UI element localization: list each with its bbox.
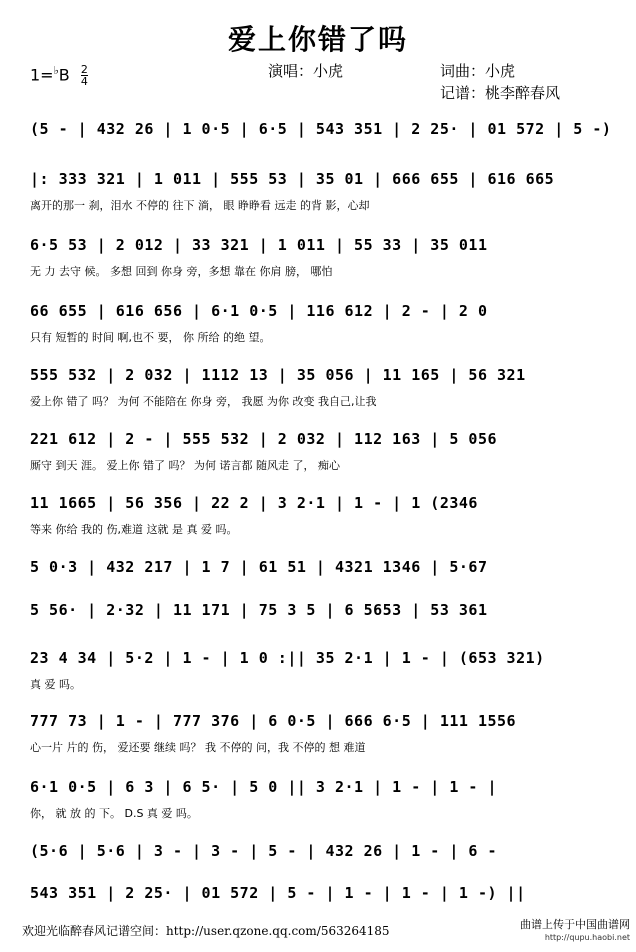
song-title: 爱上你错了吗	[227, 23, 408, 56]
site-credit-url: http://qupu.haobi.net	[544, 933, 630, 942]
score-line-10: 23 4 34 | 5·2 | 1 - | 1 0 :|| 35 2·1 | 1 - | (653 321)	[30, 649, 545, 667]
score-line-14: 543 351 | 2 25· | 01 572 | 5 - | 1 - | 1 - | 1 -) ||	[30, 884, 526, 902]
lyric-line-11: 心一片 片的 伤， 爱还要 继续 吗？ 我 不停的 问，我 不停的 想 难道	[30, 741, 366, 754]
score-line-2: |: 333 321 | 1 011 | 555 53 | 35 01 | 666 655 | 616 665	[30, 170, 555, 188]
time-signature-top: 2	[80, 63, 88, 77]
time-signature	[81, 64, 88, 87]
site-credit-title: 曲谱上传于中国曲谱网	[520, 918, 630, 931]
score-line-4: 66 655 | 616 656 | 6·1 0·5 | 116 612 | 2 - | 2 0	[30, 302, 488, 320]
footer-link-text: 欢迎光临醉春风记谱空间：http://user.qzone.qq.com/563264185	[22, 924, 390, 938]
score-line-7: 11 1665 | 56 356 | 22 2 | 3 2·1 | 1 - | 1 (2346	[30, 494, 478, 512]
score-line-11: 777 73 | 1 - | 777 376 | 6 0·5 | 666 6·5 | 111 1556	[30, 712, 517, 730]
singer-credit: 演唱：小虎	[268, 62, 344, 80]
transcriber-credit: 记谱：桃李醉春风	[440, 84, 561, 102]
score-line-12: 6·1 0·5 | 6 3 | 6 5· | 5 0 || 3 2·1 | 1 - | 1 - |	[30, 778, 498, 796]
score-line-6: 221 612 | 2 - | 555 532 | 2 032 | 112 163 | 5 056	[30, 430, 498, 448]
score-line-8: 5 0·3 | 432 217 | 1 7 | 61 51 | 4321 1346 | 5·67	[30, 558, 488, 576]
lyric-line-10: 真 爱 吗。	[30, 678, 81, 691]
lyric-line-4: 只有 短暂的 时间 啊,也不 要， 你 所给 的绝 望。	[30, 331, 271, 344]
score-line-13: (5·6 | 5·6 | 3 - | 3 - | 5 - | 432 26 | 1 - | 6 -	[30, 842, 498, 860]
flat-sign: ♭	[53, 64, 59, 77]
composer-credit: 词曲：小虎	[440, 62, 516, 80]
key-signature	[30, 64, 88, 87]
lyric-line-5: 爱上你 错了 吗？ 为何 不能陪在 你身 旁， 我愿 为你 改变 我自己,让我	[30, 395, 377, 408]
lyric-line-3: 无 力 去守 候。 多想 回到 你身 旁，多想 靠在 你肩 膀， 哪怕	[30, 265, 333, 278]
lyric-line-6: 厮守 到天 涯。 爱上你 错了 吗？ 为何 诺言都 随风走 了， 痴心	[30, 459, 340, 472]
score-line-1: (5 - | 432 26 | 1 0·5 | 6·5 | 543 351 | 2 25· | 01 572 | 5 -)	[30, 120, 612, 138]
score-line-3: 6·5 53 | 2 012 | 33 321 | 1 011 | 55 33 | 35 011	[30, 236, 488, 254]
key-note: B	[58, 65, 70, 85]
time-signature-bottom: 4	[80, 75, 88, 89]
score-line-5: 555 532 | 2 032 | 1112 13 | 35 056 | 11 165 | 56 321	[30, 366, 526, 384]
score-line-9: 5 56· | 2·32 | 11 171 | 75 3 5 | 6 5653 | 53 361	[30, 601, 488, 619]
lyric-line-2: 离开的那一 刹，泪水 不停的 往下 淌， 眼 睁睁看 远走 的背 影，心却	[30, 199, 370, 212]
lyric-line-7: 等来 你给 我的 伤,难道 这就 是 真 爱 吗。	[30, 523, 238, 536]
lyric-line-12: 你， 就 放 的 下。 D.S 真 爱 吗。	[30, 807, 198, 820]
key-label: 1=	[30, 65, 54, 85]
site-credit	[520, 918, 630, 944]
